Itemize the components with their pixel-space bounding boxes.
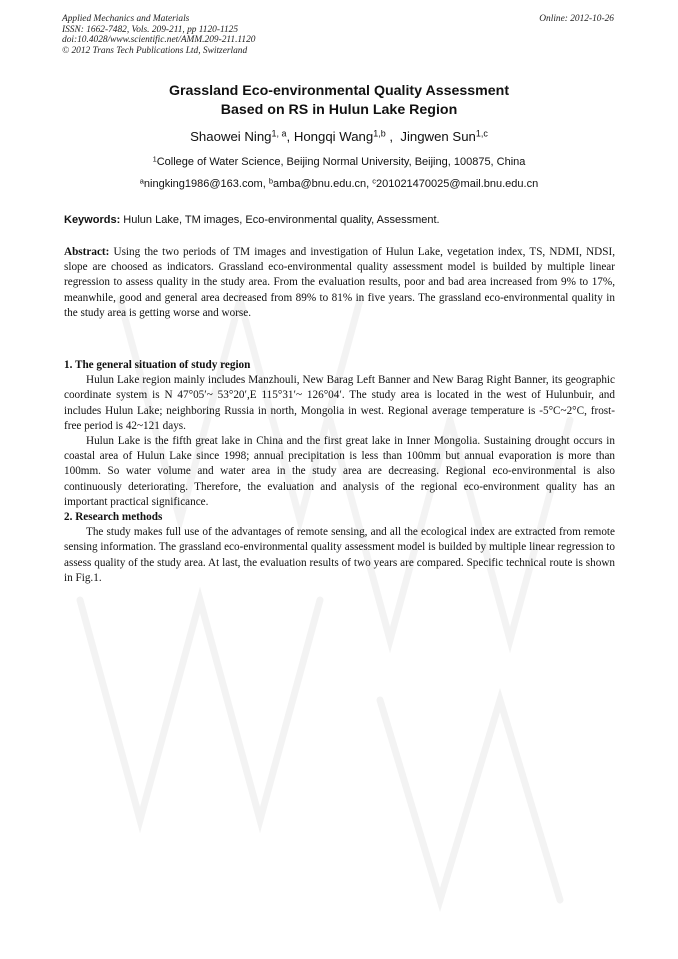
author-sup: 1,b xyxy=(373,128,386,139)
keywords-label: Keywords: xyxy=(64,214,121,226)
author-name: Shaowei Ning xyxy=(190,129,272,144)
keywords-text: Hulun Lake, TM images, Eco-environmental quality, Assessment. xyxy=(120,214,440,226)
title-line-2: Based on RS in Hulun Lake Region xyxy=(220,101,458,118)
issn-line: ISSN: 1662-7482, Vols. 209-211, pp 1120-1125 xyxy=(62,24,239,35)
section-2-heading: 2. Research methods xyxy=(64,511,163,524)
author-name: Hongqi Wang xyxy=(293,129,374,144)
online-date: Online: 2012-10-26 xyxy=(539,14,614,24)
journal-name: Applied Mechanics and Materials xyxy=(62,14,190,24)
doi-line[interactable]: doi:10.4028/www.scientific.net/AMM.209-211.1120 xyxy=(62,35,256,46)
email-sup: c xyxy=(372,176,376,186)
email-sup: b xyxy=(268,176,273,186)
section-2-paragraph-1: The study makes full use of the advantages of remote sensing, and all the ecological index are extracted from remote sensing information. The grassland eco-environmental quality assessment model is builded by multiple linear regression to assess quality of the study area. At last, the evaluation results of two years are compared. Specific technical route is shown in Fig.1. xyxy=(64,526,615,584)
section-1-paragraph-2: Hulun Lake is the fifth great lake in China and the first great lake in Inner Mongolia. Sustaining drought occurs in coastal area of Hulun Lake since 1998; annual precipitation is less than 100mm but annual evaporation is more than 100mm. So water volume and water area in the study area are decreasing. Regional eco-environmental is also continuously deteriorating. Therefore, the evaluation and analysis of the regional eco-environment quality has an important practical significance. xyxy=(64,435,615,508)
author-sep: , xyxy=(286,129,294,144)
title-line-1: Grassland Eco-environmental Quality Assessment xyxy=(168,83,510,99)
copyright-line: © 2012 Trans Tech Publications Ltd, Switzerland xyxy=(62,45,248,56)
keywords xyxy=(64,214,616,226)
section-1-paragraph-1: Hulun Lake region mainly includes Manzhouli, New Barag Left Banner and New Barag Right Banner, its geographic coordinate system is N 47°05′~ 53°20′,E 115°31′~ 126°04′. The study area is located in the west of Hulunbuir, and includes Hulun Lake; neighboring Russia in north, Mongolia in west. Regional average temperature is -5°C~2°C, frost-free period is 42~121 days. xyxy=(64,374,615,432)
paper-title xyxy=(0,82,678,119)
affiliation xyxy=(0,156,678,168)
email-link[interactable]: ningking1986@163.com, xyxy=(143,178,269,190)
abstract xyxy=(64,245,615,321)
author-name: Jingwen Sun xyxy=(400,129,476,144)
author-sup: 1, a xyxy=(271,128,287,139)
author-sep: , xyxy=(385,129,401,144)
email-sup: a xyxy=(139,176,144,186)
affiliation-sup: 1 xyxy=(152,154,157,164)
affiliation-text: College of Water Science, Beijing Normal University, Beijing, 100875, China xyxy=(156,156,526,168)
author-list xyxy=(0,129,678,144)
journal-header xyxy=(62,14,614,56)
abstract-text: Using the two periods of TM images and investigation of Hulun Lake, vegetation index, TS, NDMI, NDSI, slope are choosed as indicators. Grassland eco-environmental quality assessment model is builded by multiple linear regression to assess quality in the study area. From the evaluation results, poor and bad area increased from 9% to 17%, meanwhile, good and general area decreased from 89% to 81% in five years. The grassland eco-environmental quality in the study area is getting worse and worse. xyxy=(64,246,615,319)
email-list xyxy=(0,178,678,190)
section-body xyxy=(64,358,615,586)
abstract-label: Abstract: xyxy=(64,246,110,258)
email-link[interactable]: 201021470025@mail.bnu.edu.cn xyxy=(375,178,539,190)
section-1-heading: 1. The general situation of study region xyxy=(64,359,251,371)
email-link[interactable]: amba@bnu.edu.cn, xyxy=(273,178,373,190)
author-sup: 1,c xyxy=(475,128,488,139)
